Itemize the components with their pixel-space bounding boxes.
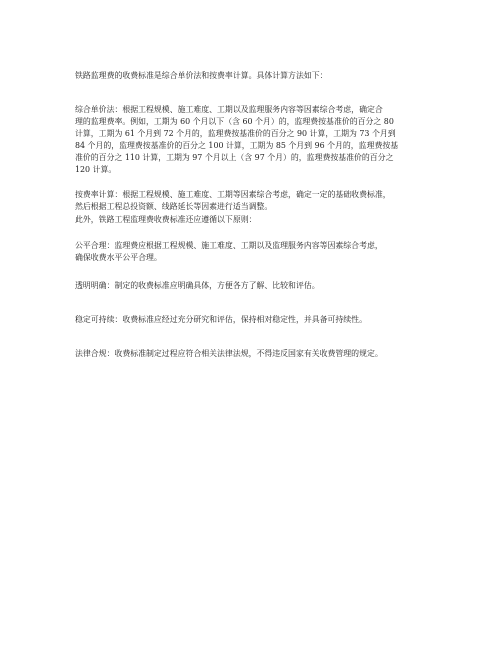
text-line: 按费率计算：根据工程规模、施工难度、工期等因素综合考虑，确定一定的基础收费标准， (75, 190, 391, 199)
principles-intro-paragraph (75, 214, 435, 226)
unit-price-method-paragraph (75, 104, 435, 176)
text-line: 120 计算。 (75, 165, 117, 174)
text-line: 法律合规：收费标准制定过程应符合相关法律法规，不得违反国家有关收费管理的规定。 (75, 349, 383, 358)
text-line: 计算，工期为 61 个月到 72 个月的，监理费按基准价的百分之 90 计算，工期为 73 个月到 (75, 129, 396, 138)
text-line: 确保收费水平公平合理。 (75, 253, 162, 262)
text-line: 公平合理：监理费应根据工程规模、施工难度、工期以及监理服务内容等因素综合考虑， (75, 241, 383, 250)
rate-method-paragraph (75, 189, 435, 213)
text-line: 理的监理费率。例如，工期为 60 个月以下（含 60 个月）的，监理费按基准价的百分之 80 (75, 117, 394, 126)
intro-paragraph (75, 70, 435, 82)
text-line: 准价的百分之 110 计算，工期为 97 个月以上（含 97 个月）的，监理费按基准价的百分之 (75, 153, 394, 162)
sustainability-paragraph (75, 314, 435, 326)
text-line: 84 个月的，监理费按基准价的百分之 100 计算，工期为 85 个月到 96 个月的，监理费按基 (75, 141, 399, 150)
transparency-paragraph (75, 280, 435, 292)
text-line: 稳定可持续：收费标准应经过充分研究和评估，保持相对稳定性，并具备可持续性。 (75, 315, 367, 324)
text-line: 综合单价法：根据工程规模、施工难度、工期以及监理服务内容等因素综合考虑，确定合 (75, 105, 383, 114)
text-line: 透明明确：制定的收费标准应明确具体，方便各方了解、比较和评估。 (75, 281, 320, 290)
legal-compliance-paragraph (75, 348, 435, 360)
text-line: 然后根据工程总投资额、线路延长等因素进行适当调整。 (75, 202, 273, 211)
text-line: 此外，铁路工程监理费收费标准还应遵循以下原则： (75, 215, 257, 224)
fairness-paragraph (75, 240, 435, 264)
text-line: 铁路监理费的收费标准是综合单价法和按费率计算。具体计算方法如下： (75, 71, 328, 80)
